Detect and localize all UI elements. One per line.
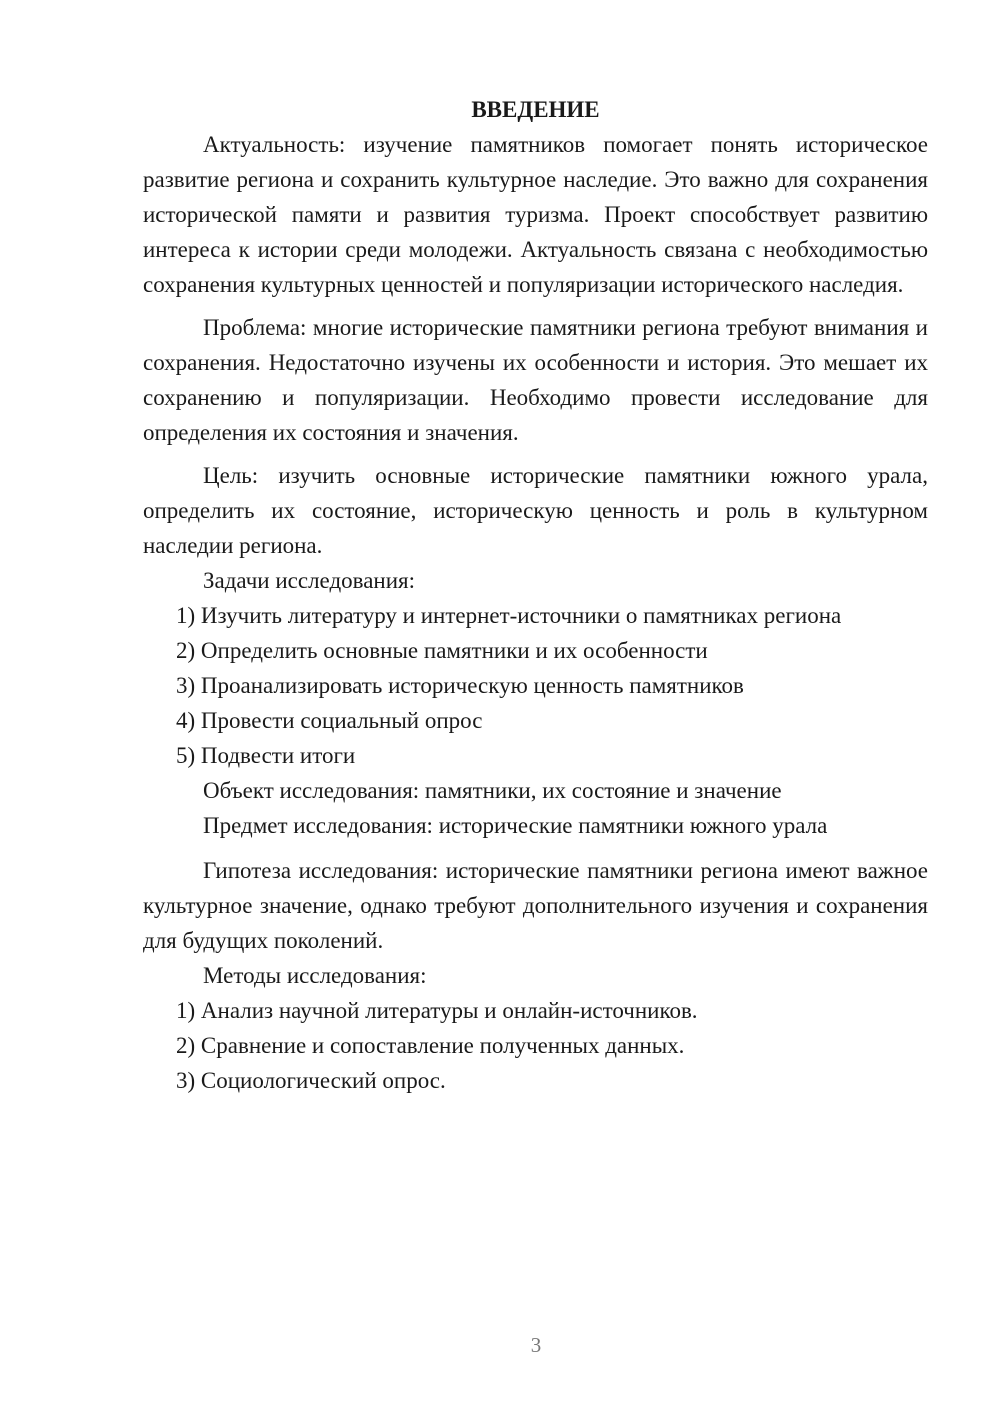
task-item: 4) Провести социальный опрос bbox=[176, 708, 483, 733]
relevance-paragraph: Актуальность: изучение памятников помогает понять историческое развитие региона и сохранить культурное наследие. Это важно для сохранения исторической памяти и развития туризма. Проект способствует развитию интереса к истории среди молодежи. Актуальность связана с необходимостью сохранения культурных ценностей и популяризации исторического наследия. bbox=[143, 132, 928, 297]
hypothesis-paragraph: Гипотеза исследования: исторические памятники региона имеют важное культурное значение, однако требуют дополнительного изучения и сохранения для будущих поколений. bbox=[143, 858, 928, 953]
methods-title: Методы исследования: bbox=[203, 963, 427, 988]
task-item: 1) Изучить литературу и интернет-источники о памятниках региона bbox=[176, 603, 842, 628]
object-line: Объект исследования: памятники, их состояние и значение bbox=[203, 778, 782, 803]
method-item: 2) Сравнение и сопоставление полученных данных. bbox=[176, 1033, 685, 1058]
method-item: 1) Анализ научной литературы и онлайн-источников. bbox=[176, 998, 698, 1023]
task-item: 3) Проанализировать историческую ценность памятников bbox=[176, 673, 744, 698]
task-item: 2) Определить основные памятники и их особенности bbox=[176, 638, 708, 663]
section-heading: ВВЕДЕНИЕ bbox=[471, 97, 600, 122]
page-content bbox=[143, 92, 928, 1098]
page-number-text: 3 bbox=[530, 1333, 542, 1357]
tasks-title: Задачи исследования: bbox=[203, 568, 416, 593]
page-number bbox=[0, 1333, 1000, 1358]
task-item: 5) Подвести итоги bbox=[176, 743, 356, 768]
subject-line: Предмет исследования: исторические памятники южного урала bbox=[203, 813, 828, 838]
problem-paragraph: Проблема: многие исторические памятники региона требуют внимания и сохранения. Недостаточно изучены их особенности и история. Это мешает их сохранению и популяризации. Необходимо провести исследование для определения их состояния и значения. bbox=[143, 315, 928, 445]
goal-paragraph: Цель: изучить основные исторические памятники южного урала, определить их состояние, историческую ценность и роль в культурном наследии региона. bbox=[143, 463, 928, 558]
method-item: 3) Социологический опрос. bbox=[176, 1068, 446, 1093]
